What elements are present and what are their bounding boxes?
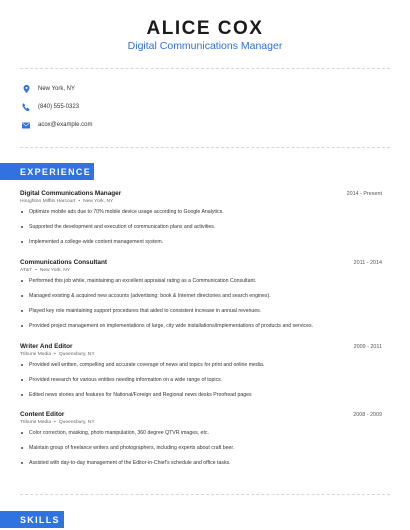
job-dates: 2014 - Present (346, 191, 382, 197)
job-bullet: Assisted with day-to-day management of the Editor-in-Chief's schedule and office tasks. (20, 460, 382, 466)
contact-location-text: New York, NY (38, 86, 76, 92)
job-title: Content Editor (20, 411, 65, 418)
phone-icon (22, 103, 30, 111)
header-divider (20, 68, 390, 69)
job-dates: 2009 - 2011 (353, 344, 382, 350)
contact-location (22, 82, 75, 96)
job-entry (20, 343, 382, 407)
job-bullet: Provided well written, compelling and accurate coverage of news and topics for print and online media. (20, 362, 382, 368)
job-bullet: Provided project management on implementations of large, city wide installations/implementations of products and services. (20, 323, 382, 329)
job-company: Tribune Media • Queensbury, NY (20, 420, 95, 425)
job-bullets (20, 278, 382, 329)
email-icon (22, 121, 30, 129)
contact-phone-text: (840) 555-0323 (38, 104, 80, 110)
contact-email (22, 118, 92, 132)
job-bullet: Edited news stories and features for National/Foreign and Regional news desks Proofread pages (20, 392, 382, 398)
job-bullet: Supported the development and execution of communication plans and activities. (20, 224, 382, 230)
job-bullet: Color correction, masking, photo manipulation, 360 degree QTVR images, etc. (20, 430, 382, 436)
job-title: Digital Communications Manager (20, 190, 122, 197)
section-heading-experience: EXPERIENCE (0, 163, 94, 180)
company-name: Tribune Media (20, 352, 52, 357)
company-name: Houghton Mifflin Harcourt (20, 199, 76, 204)
resume-name: ALICE COX (146, 18, 264, 39)
company-location: New York, NY (39, 268, 71, 273)
job-bullet: Played key role maintaining support procedures that aided to consistent increase in annual revenues. (20, 308, 382, 314)
contact-divider (20, 147, 390, 148)
job-bullet: Maintain group of freelance writers and photographers, including experts about craft beer. (20, 445, 382, 451)
job-entry (20, 190, 382, 254)
job-company: Tribune Media • Queensbury, NY (20, 352, 95, 357)
location-pin-icon (22, 85, 30, 93)
company-location: New York, NY (83, 199, 114, 204)
job-bullet: Optimize mobile ads due to 70% mobile device usage according to Google Analytics. (20, 209, 382, 215)
job-bullets (20, 209, 382, 245)
job-bullet: Provided research for various entities needing information on a wide range of topics. (20, 377, 382, 383)
job-dates: 2008 - 2009 (353, 412, 382, 418)
section-heading-skills: SKILLS (0, 511, 64, 528)
job-company: Houghton Mifflin Harcourt • New York, NY (20, 199, 114, 204)
job-bullets (20, 362, 382, 398)
contact-email-text: acox@example.com (38, 122, 93, 128)
job-bullets (20, 430, 382, 466)
job-dates: 2011 - 2014 (353, 260, 382, 266)
job-company: AT&T • New York, NY (20, 268, 71, 273)
job-bullet: Managed existing & acquired new accounts (advertising: book & Internet directories and search engines). (20, 293, 382, 299)
company-name: Tribune Media (20, 420, 52, 425)
experience-divider (20, 494, 390, 495)
job-entry (20, 259, 382, 338)
company-location: Queensbury, NY (58, 420, 95, 425)
job-title: Communications Consultant (20, 259, 107, 266)
contact-phone (22, 100, 79, 114)
job-bullet: Implemented a college-wide content management system. (20, 239, 382, 245)
company-name: AT&T (20, 268, 33, 273)
job-entry (20, 411, 382, 475)
job-title: Writer And Editor (20, 343, 73, 350)
resume-job-title: Digital Communications Manager (127, 40, 283, 52)
job-bullet: Performed this job while, maintaining an excellent appraisal rating as a Communication Consultant. (20, 278, 382, 284)
company-location: Queensbury, NY (58, 352, 95, 357)
